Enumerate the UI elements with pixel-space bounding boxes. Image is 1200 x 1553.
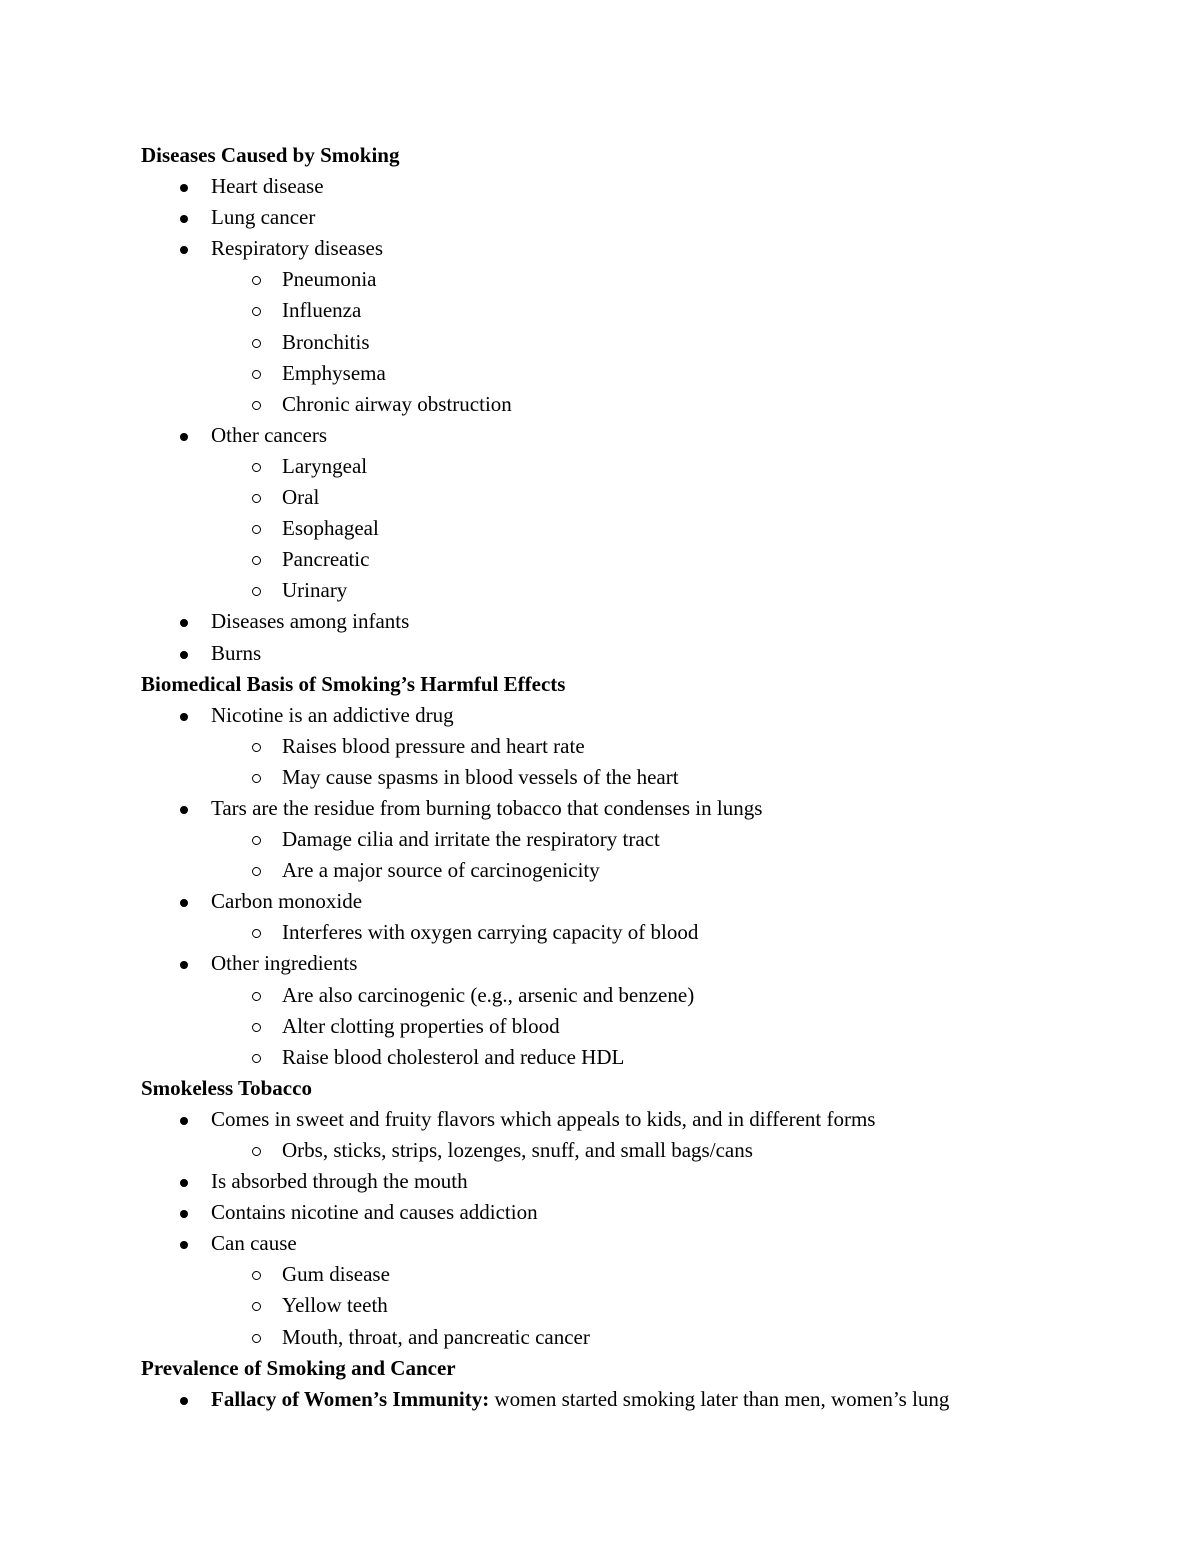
sub-list-item-text: Bronchitis bbox=[282, 329, 370, 354]
bullet-icon bbox=[180, 651, 188, 659]
sub-list-item-text: Raise blood cholesterol and reduce HDL bbox=[282, 1044, 625, 1069]
sub-list-item bbox=[141, 1290, 1141, 1321]
sub-list-item bbox=[141, 1259, 1141, 1290]
list-item bbox=[141, 233, 1141, 264]
list-item-bold-term: Fallacy of Women’s Immunity: bbox=[211, 1386, 490, 1411]
sub-list-item-text: Mouth, throat, and pancreatic cancer bbox=[282, 1324, 590, 1349]
sub-list-item-text: Emphysema bbox=[282, 360, 386, 385]
list-item bbox=[141, 1228, 1141, 1259]
sub-list-item-text: Interferes with oxygen carrying capacity of blood bbox=[282, 920, 699, 945]
sub-list-item bbox=[141, 980, 1141, 1011]
list-item-text: Other cancers bbox=[211, 422, 328, 447]
hollow-bullet-icon bbox=[252, 1054, 261, 1063]
list-item-text: Can cause bbox=[211, 1231, 297, 1256]
hollow-bullet-icon bbox=[252, 463, 261, 472]
sub-list-item bbox=[141, 855, 1141, 886]
section-heading: Smokeless Tobacco bbox=[141, 1075, 312, 1100]
sub-list-item bbox=[141, 575, 1141, 606]
sub-list-item-text: Influenza bbox=[282, 298, 362, 323]
sub-list-item-text: Alter clotting properties of blood bbox=[282, 1013, 560, 1038]
sub-list-item bbox=[141, 482, 1141, 513]
sub-list-item-text: Pneumonia bbox=[282, 267, 377, 292]
hollow-bullet-icon bbox=[252, 307, 261, 316]
section-heading: Diseases Caused by Smoking bbox=[141, 143, 400, 167]
sub-list-item-text: Esophageal bbox=[282, 516, 379, 541]
sub-list-item-text: Gum disease bbox=[282, 1262, 390, 1287]
hollow-bullet-icon bbox=[252, 1271, 261, 1280]
bullet-icon bbox=[180, 1241, 188, 1249]
sub-list-item-text: Are a major source of carcinogenicity bbox=[282, 858, 600, 883]
bullet-icon bbox=[180, 1179, 188, 1187]
hollow-bullet-icon bbox=[252, 525, 261, 534]
sub-list-item bbox=[141, 389, 1141, 420]
hollow-bullet-icon bbox=[252, 1147, 261, 1156]
list-item bbox=[141, 638, 1141, 669]
sub-list-item-text: Yellow teeth bbox=[282, 1293, 388, 1318]
hollow-bullet-icon bbox=[252, 836, 261, 845]
list-item-text: Heart disease bbox=[211, 174, 324, 199]
list-item bbox=[141, 1166, 1141, 1197]
list-item bbox=[141, 606, 1141, 637]
hollow-bullet-icon bbox=[252, 743, 261, 752]
sub-list-item-text: Are also carcinogenic (e.g., arsenic and benzene) bbox=[282, 982, 695, 1007]
bullet-icon bbox=[180, 619, 188, 627]
list-item-text: Respiratory diseases bbox=[211, 236, 384, 261]
bullet-icon bbox=[180, 806, 188, 814]
hollow-bullet-icon bbox=[252, 1334, 261, 1343]
list-item bbox=[141, 1197, 1141, 1228]
hollow-bullet-icon bbox=[252, 867, 261, 876]
list-item-text: Nicotine is an addictive drug bbox=[211, 702, 454, 727]
sub-list-item bbox=[141, 264, 1141, 295]
list-item bbox=[141, 793, 1141, 824]
list-item-text: Comes in sweet and fruity flavors which appeals to kids, and in different forms bbox=[211, 1106, 876, 1131]
hollow-bullet-icon bbox=[252, 587, 261, 596]
sub-list-item bbox=[141, 327, 1141, 358]
list-item bbox=[141, 948, 1141, 979]
hollow-bullet-icon bbox=[252, 401, 261, 410]
list-item bbox=[141, 171, 1141, 202]
hollow-bullet-icon bbox=[252, 929, 261, 938]
list-item-text: Carbon monoxide bbox=[211, 889, 363, 914]
bullet-icon bbox=[180, 961, 188, 969]
sub-list-item bbox=[141, 1011, 1141, 1042]
hollow-bullet-icon bbox=[252, 494, 261, 503]
list-item-text: Contains nicotine and causes addiction bbox=[211, 1200, 538, 1225]
list-item bbox=[141, 420, 1141, 451]
sub-list-item bbox=[141, 824, 1141, 855]
sub-list-item bbox=[141, 731, 1141, 762]
sub-list-item bbox=[141, 1322, 1141, 1353]
list-item-text: Burns bbox=[211, 640, 262, 665]
hollow-bullet-icon bbox=[252, 1302, 261, 1311]
list-item-text: Tars are the residue from burning tobacco that condenses in lungs bbox=[211, 795, 763, 820]
sub-list-item bbox=[141, 1135, 1141, 1166]
sub-list-item bbox=[141, 295, 1141, 326]
list-item bbox=[141, 1384, 1141, 1415]
sub-list-item-text: Chronic airway obstruction bbox=[282, 391, 512, 416]
sub-list-item-text: Pancreatic bbox=[282, 547, 370, 572]
list-item bbox=[141, 886, 1141, 917]
list-item-text: Is absorbed through the mouth bbox=[211, 1169, 468, 1194]
hollow-bullet-icon bbox=[252, 992, 261, 1001]
sub-list-item bbox=[141, 358, 1141, 389]
sub-list-item bbox=[141, 451, 1141, 482]
sub-list-item-text: Raises blood pressure and heart rate bbox=[282, 733, 585, 758]
bullet-icon bbox=[180, 184, 188, 192]
sub-list-item-text: Urinary bbox=[282, 578, 348, 603]
sub-list-item-text: Damage cilia and irritate the respiratory tract bbox=[282, 827, 660, 852]
list-item-text: Lung cancer bbox=[211, 205, 316, 230]
list-item-text: Other ingredients bbox=[211, 951, 358, 976]
bullet-icon bbox=[180, 899, 188, 907]
bullet-icon bbox=[180, 1210, 188, 1218]
hollow-bullet-icon bbox=[252, 556, 261, 565]
hollow-bullet-icon bbox=[252, 276, 261, 285]
hollow-bullet-icon bbox=[252, 774, 261, 783]
sub-list-item-text: Laryngeal bbox=[282, 453, 368, 478]
bullet-icon bbox=[180, 1397, 188, 1405]
list-item-text: Diseases among infants bbox=[211, 609, 410, 634]
hollow-bullet-icon bbox=[252, 339, 261, 348]
bullet-icon bbox=[180, 713, 188, 721]
bullet-icon bbox=[180, 1117, 188, 1125]
sub-list-item bbox=[141, 513, 1141, 544]
list-item bbox=[141, 700, 1141, 731]
sub-list-item bbox=[141, 762, 1141, 793]
hollow-bullet-icon bbox=[252, 370, 261, 379]
section-heading: Biomedical Basis of Smoking’s Harmful Effects bbox=[141, 671, 566, 696]
bullet-icon bbox=[180, 433, 188, 441]
sub-list-item bbox=[141, 1042, 1141, 1073]
sub-list-item bbox=[141, 917, 1141, 948]
section-heading: Prevalence of Smoking and Cancer bbox=[141, 1355, 456, 1380]
bullet-icon bbox=[180, 215, 188, 223]
bullet-icon bbox=[180, 246, 188, 254]
list-item-text: women started smoking later than men, women’s lung bbox=[489, 1386, 950, 1411]
sub-list-item-text: Oral bbox=[282, 485, 320, 510]
sub-list-item-text: Orbs, sticks, strips, lozenges, snuff, and small bags/cans bbox=[282, 1138, 753, 1162]
document-content bbox=[141, 140, 1141, 1415]
list-item bbox=[141, 1104, 1141, 1135]
list-item bbox=[141, 202, 1141, 233]
sub-list-item bbox=[141, 544, 1141, 575]
hollow-bullet-icon bbox=[252, 1023, 261, 1032]
sub-list-item-text: May cause spasms in blood vessels of the heart bbox=[282, 764, 679, 789]
